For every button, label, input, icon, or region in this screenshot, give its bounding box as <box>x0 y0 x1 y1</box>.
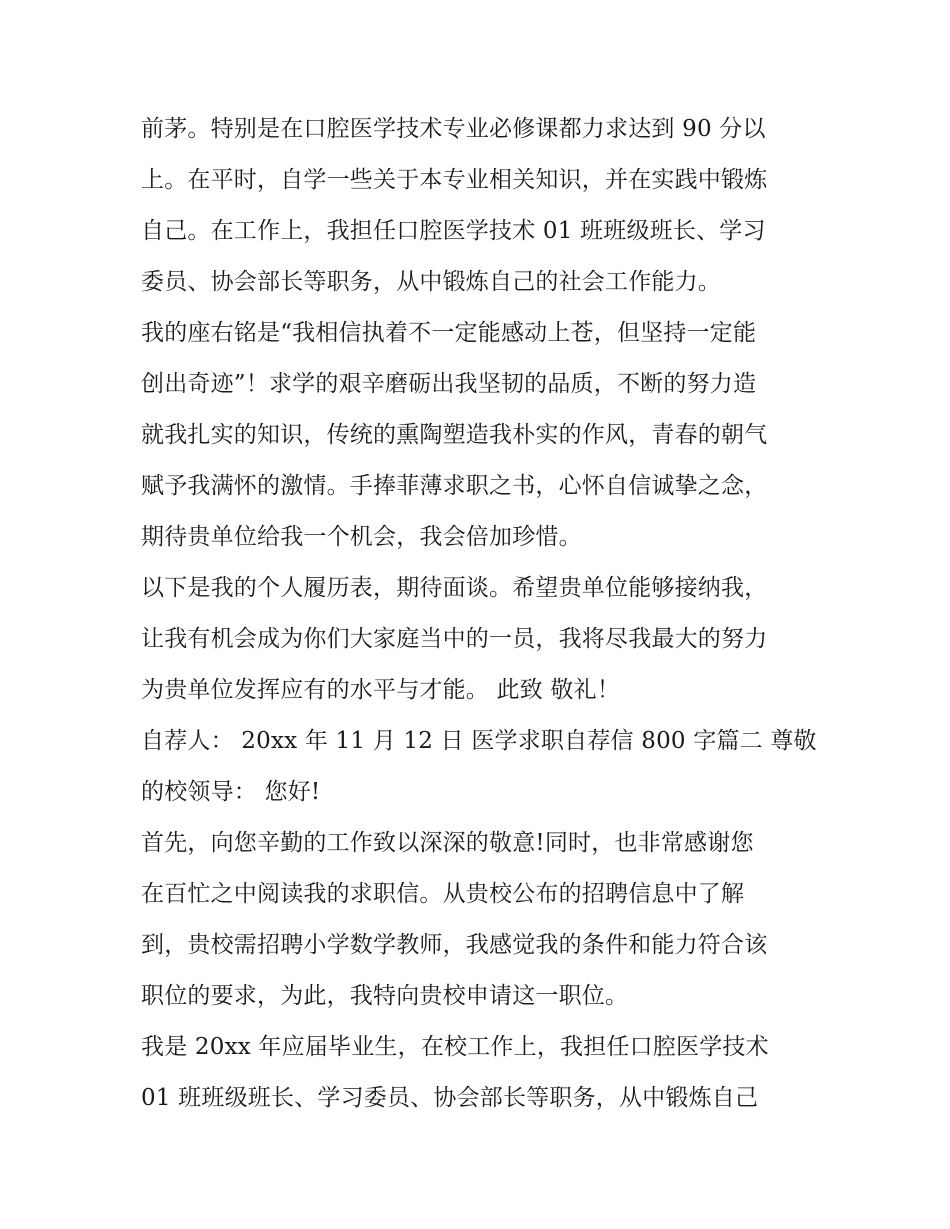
text-line: 自己。在工作上，我担任口腔医学技术 01 班班级班长、学习 <box>141 218 766 244</box>
text-line: 首先，向您辛勤的工作致以深深的敬意!同时，也非常感谢您 <box>141 830 754 856</box>
text-line: 我是 20xx 年应届毕业生，在校工作上，我担任口腔医学技术 <box>141 1034 769 1060</box>
text-line: 委员、协会部长等职务，从中锻炼自己的社会工作能力。 <box>141 269 721 295</box>
text-line: 就我扎实的知识，传统的熏陶塑造我朴实的作风，青春的朝气 <box>141 422 768 448</box>
text-line: 我的座右铭是“我相信执着不一定能感动上苍，但坚持一定能 <box>141 320 757 346</box>
text-line: 的校领导： 您好! <box>141 779 321 805</box>
text-line: 让我有机会成为你们大家庭当中的一员，我将尽我最大的努力 <box>141 626 768 652</box>
text-line: 为贵单位发挥应有的水平与才能。 此致 敬礼！ <box>141 677 621 703</box>
text-line: 赋予我满怀的激情。手捧菲薄求职之书，心怀自信诚挚之念， <box>141 473 768 499</box>
text-line: 在百忙之中阅读我的求职信。从贵校公布的招聘信息中了解 <box>141 881 745 907</box>
text-line: 前茅。特别是在口腔医学技术专业必修课都力求达到 90 分以 <box>141 116 766 142</box>
text-line: 期待贵单位给我一个机会，我会倍加珍惜。 <box>141 524 582 550</box>
document-body <box>141 104 821 1124</box>
text-line: 01 班班级班长、学习委员、协会部长等职务，从中锻炼自己 <box>141 1085 759 1111</box>
text-line: 职位的要求，为此，我特向贵校申请这一职位。 <box>141 983 629 1009</box>
text-line: 自荐人： 20xx 年 11 月 12 日 医学求职自荐信 800 字篇二 尊敬 <box>141 728 817 754</box>
text-line: 创出奇迹”！求学的艰辛磨砺出我坚韧的品质，不断的努力造 <box>141 371 757 397</box>
text-line: 上。在平时，自学一些关于本专业相关知识，并在实践中锻炼 <box>141 167 768 193</box>
text-line: 到，贵校需招聘小学数学教师，我感觉我的条件和能力符合该 <box>141 932 768 958</box>
text-line: 以下是我的个人履历表，期待面谈。希望贵单位能够接纳我， <box>141 575 768 601</box>
